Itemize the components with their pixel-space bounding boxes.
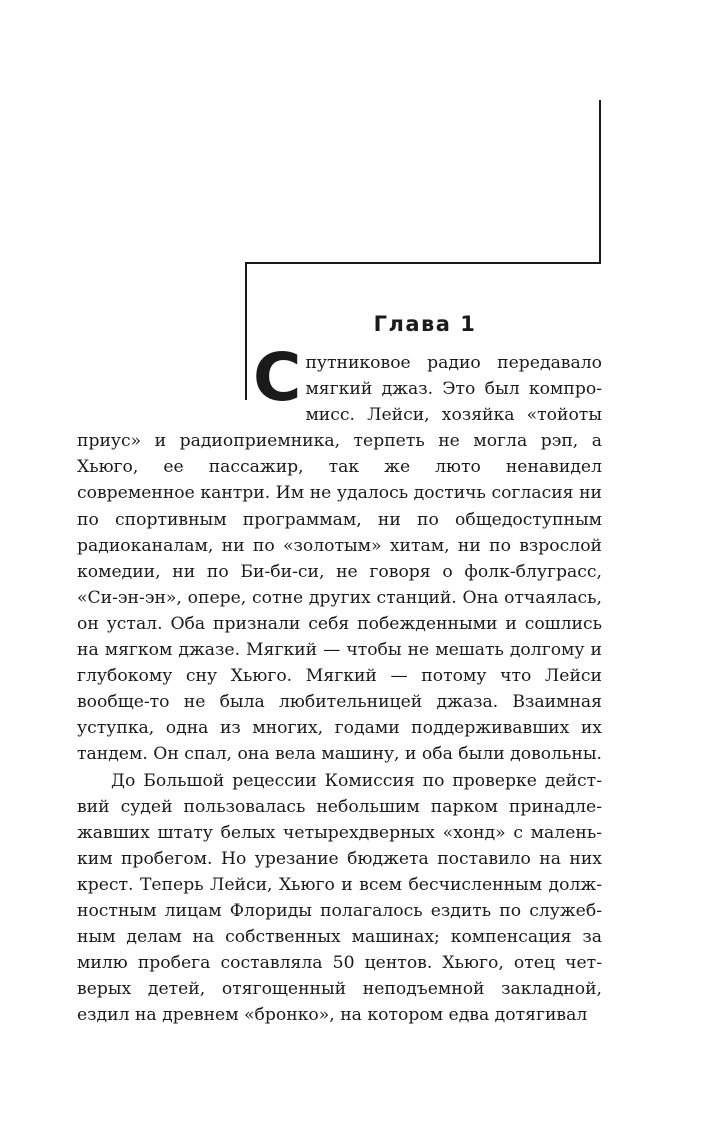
paragraph-1 [77,339,602,768]
drop-cap-letter: С [253,339,302,416]
chapter-frame-right-line [599,100,601,263]
paragraph-1-text: путниковое радио передавало мягкий джаз. Это был компромисс. Лейси, хозяйка «тойоты приус» и радиоприемника, терпеть не могла рэп, а Хьюго, ее пассажир, так же люто ненавидел современное кантри. Им не удалось достичь согласия ни по спортивным программам, ни по общедоступным радиоканалам, ни по «золотым» хитам, ни по взрослой комедии, ни по Би-би-си, не говоря о фолк-блуграсс, «Си-эн-эн», опере, сотне других станций. Она отчаялась, он устал. Оба признали себя побежденными и сошлись на мягком джазе. Мягкий — чтобы не мешать долгому и глубокому сну Хьюго. Мягкий — потому что Лейси вообще-то не была любительницей джаза. Взаимная уступка, одна из многих, годами поддерживавших их тандем. Он спал, она вела машину, и оба были довольны. [77,353,602,765]
body-text [77,339,602,1028]
chapter-title: Глава 1 [373,312,477,336]
paragraph-2: До Большой рецессии Комиссия по проверке действий судей пользовалась небольшим парком принадлежавших штату белых четырехдверных «хонд» с маленьким пробегом. Но урезание бюджета поставило на них крест. Теперь Лейси, Хьюго и всем бесчисленным должностным лицам Флориды полагалось ездить по служебным делам на собственных машинах; компенсация за милю пробега составляла 50 центов. Хьюго, отец четверых детей, отягощенный неподъемной закладной, ездил на древнем «бронко», на котором едва дотягивал [77,770,602,1026]
chapter-frame-top-line [246,262,601,264]
